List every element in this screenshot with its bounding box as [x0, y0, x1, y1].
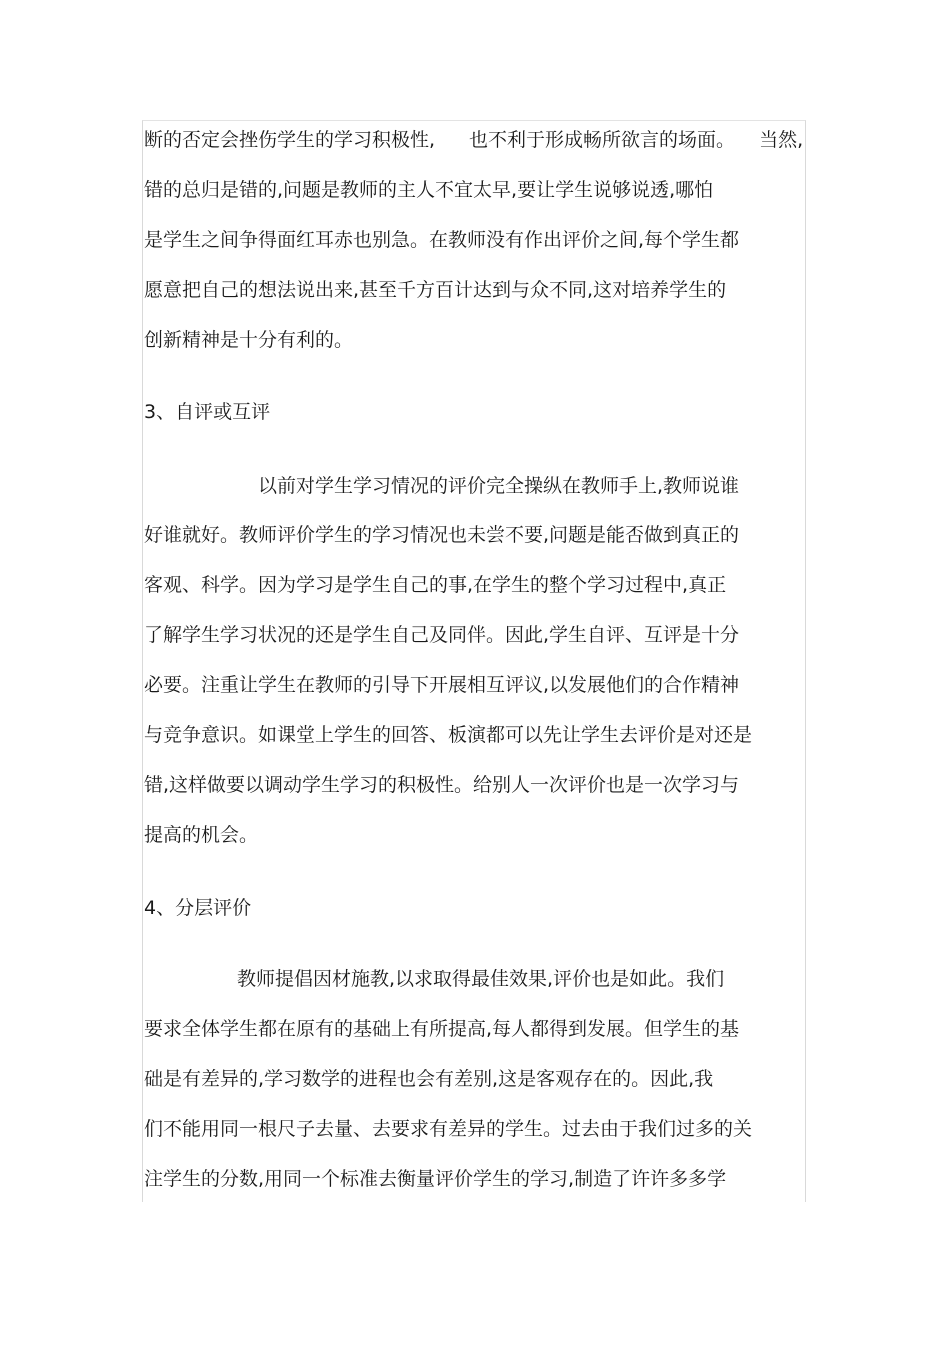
paragraph2-line7: 错,这样做要以调动学生学习的积极性。给别人一次评价也是一次学习与 [144, 774, 740, 796]
paragraph3-line5: 注学生的分数,用同一个标准去衡量评价学生的学习,制造了许许多多学 [144, 1168, 727, 1190]
paragraph1-line1-part-a: 断的否定会挫伤学生的学习积极性, [144, 129, 436, 151]
paragraph2-line6: 与竞争意识。如课堂上学生的回答、板演都可以先让学生去评价是对还是 [144, 724, 753, 746]
paragraph1-line5: 创新精神是十分有利的。 [144, 329, 354, 351]
paragraph1-line1 [144, 127, 803, 153]
paragraph2-line5: 必要。注重让学生在教师的引导下开展相互评议,以发展他们的合作精神 [144, 674, 740, 696]
paragraph2-line1: 以前对学生学习情况的评价完全操纵在教师手上,教师说谁 [258, 475, 740, 497]
paragraph2-line4: 了解学生学习状况的还是学生自己及同伴。因此,学生自评、互评是十分 [144, 624, 740, 646]
paragraph2-line3: 客观、科学。因为学习是学生自己的事,在学生的整个学习过程中,真正 [144, 574, 727, 596]
section-heading-3: 3、自评或互评 [144, 401, 271, 423]
paragraph1-line3: 是学生之间争得面红耳赤也别急。在教师没有作出评价之间,每个学生都 [144, 229, 740, 251]
paragraph1-line4: 愿意把自己的想法说出来,甚至千方百计达到与众不同,这对培养学生的 [144, 279, 727, 301]
paragraph1-line2: 错的总归是错的,问题是教师的主人不宜太早,要让学生说够说透,哪怕 [144, 179, 714, 201]
paragraph2-line2: 好谁就好。教师评价学生的学习情况也未尝不要,问题是能否做到真正的 [144, 524, 740, 546]
paragraph3-line2: 要求全体学生都在原有的基础上有所提高,每人都得到发展。但学生的基 [144, 1018, 740, 1040]
paragraph2-line8: 提高的机会。 [144, 824, 259, 846]
paragraph1-line1-part-c: 当然, [759, 129, 804, 151]
paragraph3-line1: 教师提倡因材施教,以求取得最佳效果,评价也是如此。我们 [237, 968, 725, 990]
paragraph1-line1-part-b: 也不利于形成畅所欲言的场面。 [469, 129, 736, 151]
section-heading-4: 4、分层评价 [144, 897, 252, 919]
paragraph3-line3: 础是有差异的,学习数学的进程也会有差别,这是客观存在的。因此,我 [144, 1068, 714, 1090]
paragraph3-line4: 们不能用同一根尺子去量、去要求有差异的学生。过去由于我们过多的关 [144, 1118, 753, 1140]
